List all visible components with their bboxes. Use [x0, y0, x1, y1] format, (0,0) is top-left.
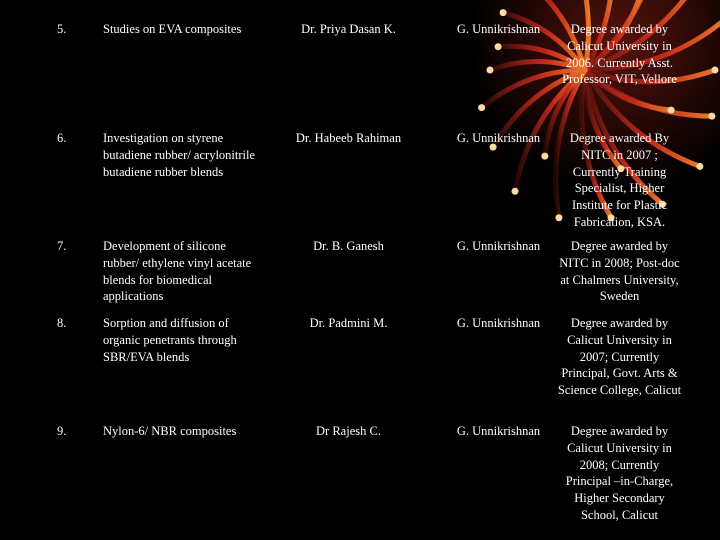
degree-status: Degree awarded by Calicut University in 2008; Currently Principal –in-Charge, Higher Secondary School, Calicut [565, 424, 674, 522]
thesis-title: Sorption and diffusion of organic penetrants through SBR/EVA blends [103, 316, 237, 364]
guide-name: G. Unnikrishnan [456, 22, 541, 36]
scholar-name: Dr. B. Ganesh [313, 239, 384, 253]
thesis-title: Investigation on styrene butadiene rubber/ acrylonitrile butadiene rubber blends [103, 131, 256, 179]
row-number: 8. [57, 316, 67, 330]
guide-name: G. Unnikrishnan [456, 239, 541, 253]
row-number: 9. [57, 424, 67, 438]
guide-name: G. Unnikrishnan [456, 131, 541, 145]
scholar-name: Dr. Padmini M. [309, 316, 388, 330]
thesis-title: Studies on EVA composites [103, 22, 242, 36]
guide-name: G. Unnikrishnan [456, 424, 541, 438]
degree-status: Degree awarded by Calicut University in 2006. Currently Asst. Professor, VIT, Vellore [562, 22, 677, 87]
row-number: 7. [57, 239, 67, 253]
scholar-name: Dr. Priya Dasan K. [301, 22, 396, 36]
guide-name: G. Unnikrishnan [456, 316, 541, 330]
degree-status: Degree awarded by Calicut University in 2007; Currently Principal, Govt. Arts & Science College, Calicut [557, 316, 682, 398]
scholar-name: Dr Rajesh C. [316, 424, 381, 438]
scholar-name: Dr. Habeeb Rahiman [295, 131, 402, 145]
row-number: 5. [57, 22, 67, 36]
degree-status: Degree awarded by NITC in 2008; Post-doc at Chalmers University, Sweden [559, 239, 680, 304]
thesis-title: Nylon-6/ NBR composites [103, 424, 237, 438]
thesis-title: Development of silicone rubber/ ethylene vinyl acetate blends for biomedical applications [103, 239, 252, 304]
degree-status: Degree awarded By NITC in 2007 ; Currently Training Specialist, Higher Institute for Plastic Fabrication, KSA. [569, 131, 670, 229]
row-number: 6. [57, 131, 67, 145]
